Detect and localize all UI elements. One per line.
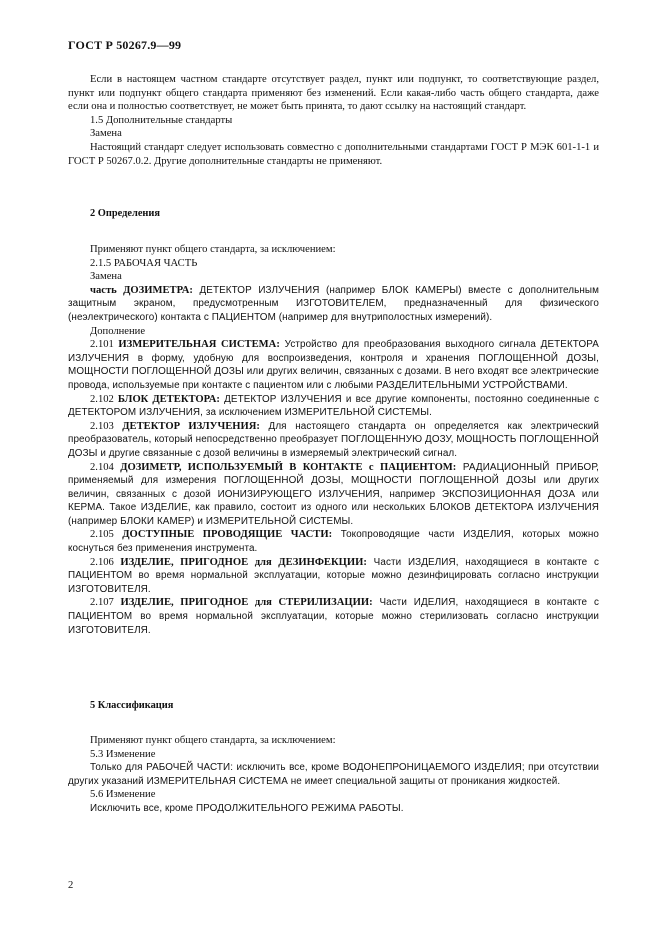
definition-number: 2.103	[90, 420, 114, 432]
intro-paragraph: Настоящий стандарт следует использовать совместно с дополнительными стандартами ГОСТ Р МЭК 601-1-1 и ГОСТ Р 50267.0.2. Другие дополнительные стандарты не применяют.	[68, 141, 599, 167]
intro-block	[68, 73, 599, 168]
definition-text: РАДИАЦИОННЫЙ ПРИБОР, применяемый для измерения ПОГЛОЩЕННОЙ ДОЗЫ, МОЩНОСТИ ПОГЛОЩЕННОЙ ДОЗЫ или других величин, связанных с дозой ИОНИЗИРУЮЩЕГО ИЗЛУЧЕНИЯ, например ЭКСПОЗИЦИОННАЯ ДОЗА или КЕРМА. Такое ИЗДЕЛИЕ, как правило, состоит из одного или нескольких БЛОКОВ ДЕТЕКТОРА ИЗЛУЧЕНИЯ (например БЛОКИ КАМЕР) и ИЗМЕРИТЕЛЬНОЙ СИСТЕМЫ.	[68, 461, 599, 527]
definition-text: ДЕТЕКТОР ИЗЛУЧЕНИЯ (например БЛОК КАМЕРЫ) вместе с дополнительным защитным экраном, предусмотренным ИЗГОТОВИТЕЛЕМ, предназначенный для физического (неэлектрического) контакта с ПАЦИЕНТОМ (например для внутриполостных измерений).	[68, 284, 599, 323]
definition-number: 2.105	[90, 529, 114, 541]
definition-text: Части ИЗДЕЛИЯ, находящиеся в контакте с ПАЦИЕНТОМ во время нормальной эксплуатации, которые можно дезинфицировать согласно инструкции ИЗГОТОВИТЕЛЯ.	[68, 556, 599, 595]
paragraph: Применяют пункт общего стандарта, за исключением:	[90, 735, 336, 746]
section-heading-classification: 5 Классификация	[90, 700, 174, 711]
definition-paragraph	[68, 420, 599, 461]
change-label: Замена	[90, 128, 122, 140]
classification-block	[68, 734, 599, 816]
subsection-title: 5.3 Изменение	[90, 748, 156, 760]
subsection-title: 1.5 Дополнительные стандарты	[90, 114, 233, 126]
definition-number: 2.107	[90, 597, 114, 609]
definition-text: Устройство для преобразования выходного сигнала ДЕТЕКТОРА ИЗЛУЧЕНИЯ в форму, удобную для воспроизведения, контроля и хранения ПОГЛОЩЕННОЙ ДОЗЫ, МОЩНОСТИ ПОГЛОЩЕННОЙ ДОЗЫ или других величин, связанных с дозами. В него входят все электрические провода, используемые при контакте с пациентом или с любыми РАЗДЕЛИТЕЛЬНЫМИ УСТРОЙСТВАМИ.	[68, 339, 599, 391]
paragraph: Исключить все, кроме ПРОДОЛЖИТЕЛЬНОГО РЕЖИМА РАБОТЫ.	[90, 802, 404, 814]
definition-paragraph	[68, 393, 599, 420]
section-heading-definitions: 2 Определения	[90, 208, 161, 219]
definition-term: ДОСТУПНЫЕ ПРОВОДЯЩИЕ ЧАСТИ:	[122, 529, 333, 541]
definition-term: ДОЗИМЕТР, ИСПОЛЬЗУЕМЫЙ В КОНТАКТЕ с ПАЦИЕНТОМ:	[120, 461, 457, 473]
definition-term: часть ДОЗИМЕТРА:	[90, 284, 193, 296]
paragraph: Применяют пункт общего стандарта, за исключением:	[90, 244, 336, 255]
definition-term: БЛОК ДЕТЕКТОРА:	[117, 393, 220, 405]
definition-paragraph	[68, 528, 599, 555]
definition-text: Части ИДЕЛИЯ, находящиеся в контакте с ПАЦИЕНТОМ во время нормальной эксплуатации, которые можно стерилизовать согласно инструкции ИЗГОТОВИТЕЛЯ.	[68, 597, 599, 636]
paragraph: Только для РАБОЧЕЙ ЧАСТИ: исключить все, кроме ВОДОНЕПРОНИЦАЕМОГО ИЗДЕЛИЯ; при отсутствии других указаний ИЗМЕРИТЕЛЬНАЯ СИСТЕМА не имеет специальной защиты от проникания жидкостей.	[68, 762, 599, 787]
document-code: ГОСТ Р 50267.9—99	[68, 38, 182, 52]
subsection-title: 2.1.5 РАБОЧАЯ ЧАСТЬ	[90, 257, 198, 269]
definition-term: ИЗМЕРИТЕЛЬНАЯ СИСТЕМА:	[118, 339, 280, 351]
definition-paragraph	[68, 556, 599, 597]
definitions-block	[68, 243, 599, 637]
definition-number: 2.102	[90, 393, 114, 405]
definition-paragraph	[68, 461, 599, 529]
definition-number: 2.104	[90, 461, 114, 473]
definition-number: 2.101	[90, 339, 114, 351]
subsection-title: 5.6 Изменение	[90, 789, 156, 801]
definition-term: ИЗДЕЛИЕ, ПРИГОДНОЕ для ДЕЗИНФЕКЦИИ:	[120, 556, 367, 568]
definition-number: 2.106	[90, 556, 114, 568]
definition-text: ДЕТЕКТОР ИЗЛУЧЕНИЯ и все другие компоненты, постоянно соединенные с ДЕТЕКТОРОМ ИЗЛУЧЕНИЯ, за исключением ИЗМЕРИТЕЛЬНОЙ СИСТЕМЫ.	[68, 393, 599, 419]
change-label: Замена	[90, 271, 122, 283]
change-label: Дополнение	[90, 325, 146, 337]
definition-text: Токопроводящие части ИЗДЕЛИЯ, которых можно коснуться без применения инструмента.	[68, 529, 599, 555]
definition-paragraph	[68, 284, 599, 325]
definition-term: ДЕТЕКТОР ИЗЛУЧЕНИЯ:	[122, 420, 260, 432]
definition-term: ИЗДЕЛИЕ, ПРИГОДНОЕ для СТЕРИЛИЗАЦИИ:	[120, 597, 373, 609]
intro-paragraph: Если в настоящем частном стандарте отсутствует раздел, пункт или подпункт, то соответствующие раздел, пункт или подпункт общего стандарта применяют без изменений. Если какая-либо часть общего стандарта, даже если она и полностью соответствует, не может быть принята, то дают ссылку на настоящий стандарт.	[68, 74, 599, 113]
definition-paragraph	[68, 596, 599, 637]
definition-paragraph	[68, 338, 599, 392]
definition-text: Для настоящего стандарта он определяется как электрический преобразователь, который непосредственно преобразует ПОГЛОЩЕННУЮ ДОЗУ, МОЩНОСТЬ ПОГЛОЩЕННОЙ ДОЗЫ и другие связанные с дозой величины в измеряемый электрический сигнал.	[68, 420, 599, 459]
page-number: 2	[68, 880, 74, 891]
